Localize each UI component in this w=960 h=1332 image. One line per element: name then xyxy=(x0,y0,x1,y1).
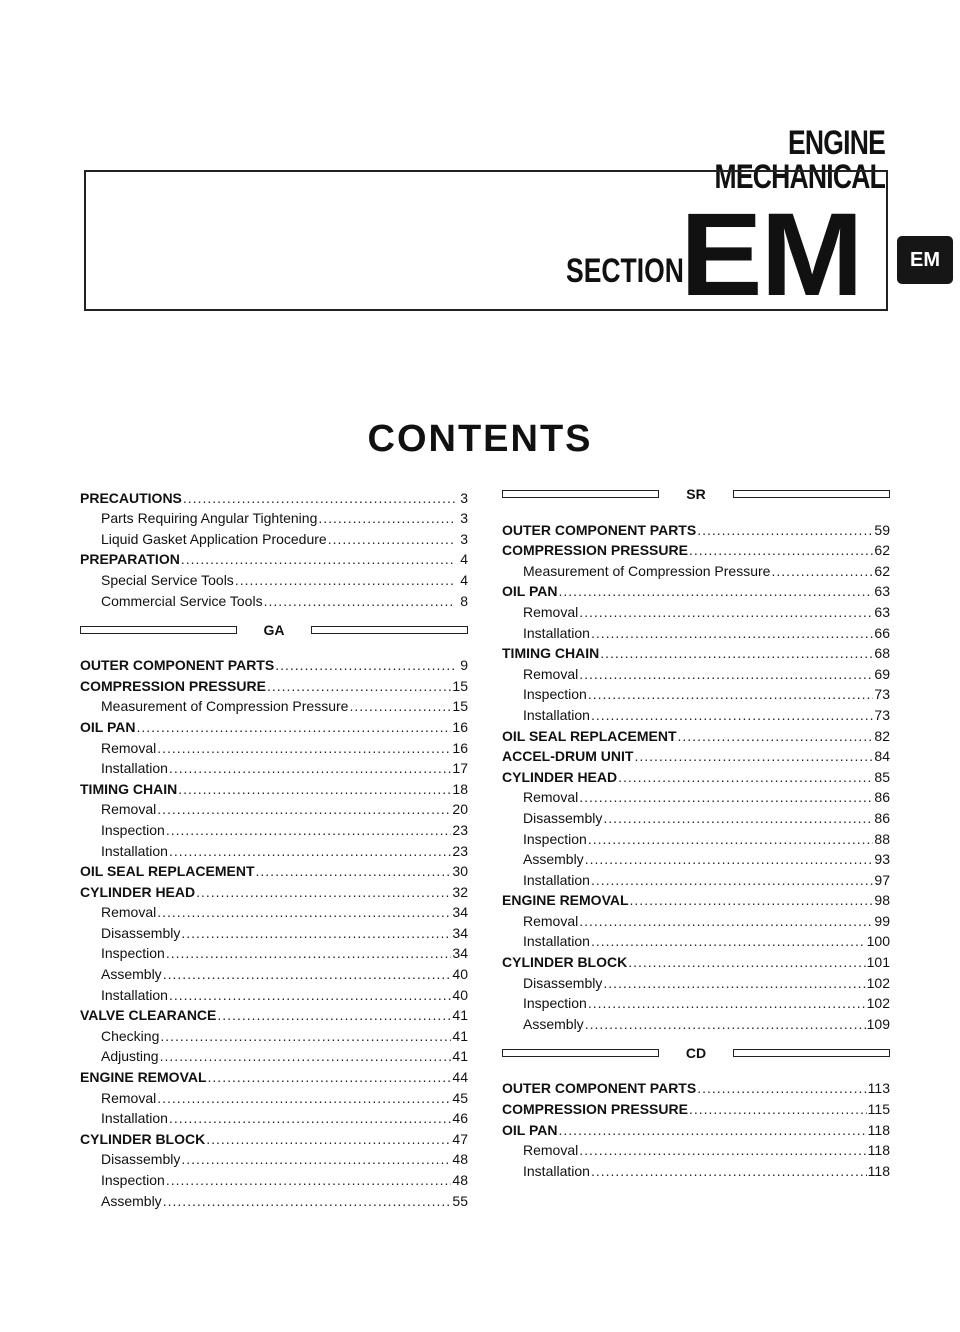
toc-entry-label: Removal xyxy=(523,603,579,620)
toc-entry-label: OIL PAN xyxy=(502,583,558,600)
toc-entry[interactable] xyxy=(80,1022,468,1043)
toc-entry-page: 109 xyxy=(866,1015,890,1032)
toc-entry[interactable] xyxy=(502,907,890,928)
toc-cd-list xyxy=(502,1075,890,1178)
toc-entry[interactable] xyxy=(502,804,890,825)
dot-leader xyxy=(178,782,451,796)
toc-entry[interactable] xyxy=(80,775,468,796)
toc-entry-page: 3 xyxy=(460,489,468,506)
dot-leader xyxy=(196,885,451,899)
toc-entry-label: Removal xyxy=(523,665,579,682)
toc-entry[interactable] xyxy=(80,652,468,673)
toc-entry[interactable] xyxy=(502,598,890,619)
toc-entry[interactable] xyxy=(80,734,468,755)
dot-leader xyxy=(181,552,455,566)
toc-entry[interactable] xyxy=(80,546,468,567)
toc-entry[interactable] xyxy=(80,816,468,837)
toc-entry-page: 102 xyxy=(866,974,890,991)
toc-entry-label: Installation xyxy=(101,1110,168,1127)
toc-entry-label: Inspection xyxy=(101,1172,165,1188)
toc-entry-page: 98 xyxy=(874,892,890,909)
toc-entry-page: 15 xyxy=(452,677,468,694)
toc-left-column xyxy=(80,484,468,1208)
toc-entry[interactable] xyxy=(80,919,468,940)
toc-entry-page: 17 xyxy=(452,760,468,777)
toc-entry-label: OUTER COMPONENT PARTS xyxy=(80,657,275,674)
toc-entry-label: CYLINDER HEAD xyxy=(502,768,618,785)
toc-entry-page: 97 xyxy=(874,871,890,888)
toc-entry[interactable] xyxy=(80,672,468,693)
section-word: SECTION xyxy=(566,252,684,290)
toc-entry-label: OUTER COMPONENT PARTS xyxy=(502,1080,697,1097)
toc-entry-page: 16 xyxy=(452,718,468,735)
dot-leader xyxy=(169,988,451,1002)
toc-entry[interactable] xyxy=(80,755,468,776)
toc-entry-page: 41 xyxy=(452,1007,468,1024)
dot-leader xyxy=(163,1194,452,1208)
toc-entry[interactable] xyxy=(80,1002,468,1023)
dot-leader xyxy=(588,832,874,846)
dot-leader xyxy=(618,770,873,784)
dot-leader xyxy=(160,1029,451,1043)
toc-entry-label: TIMING CHAIN xyxy=(80,780,178,797)
dot-leader xyxy=(349,699,451,713)
toc-entry[interactable] xyxy=(80,587,468,608)
toc-entry[interactable] xyxy=(80,1063,468,1084)
divider-bar xyxy=(733,490,890,498)
toc-entry[interactable] xyxy=(502,846,890,867)
toc-entry-page: 63 xyxy=(874,603,890,620)
toc-entry-label: ACCEL-DRUM UNIT xyxy=(502,748,634,765)
dot-leader xyxy=(591,1164,867,1178)
dot-leader xyxy=(166,1173,452,1187)
dot-leader xyxy=(318,511,455,525)
dot-leader xyxy=(328,532,455,546)
toc-entry-page: 44 xyxy=(452,1069,468,1086)
dot-leader xyxy=(267,679,451,693)
contents-title: CONTENTS xyxy=(367,418,593,460)
toc-entry-label: Assembly xyxy=(101,966,162,983)
divider-bar xyxy=(502,490,659,498)
toc-entry-page: 48 xyxy=(452,1151,468,1168)
toc-entry[interactable] xyxy=(502,619,890,640)
toc-entry-page: 3 xyxy=(460,510,468,527)
manual-title: ENGINE MECHANICAL xyxy=(714,124,885,196)
toc-entry-label: Inspection xyxy=(101,821,165,838)
toc-entry-page: 40 xyxy=(452,986,468,1003)
dot-leader xyxy=(181,926,451,940)
toc-entry-label: Adjusting xyxy=(101,1048,159,1065)
toc-entry-page: 84 xyxy=(874,748,890,765)
dot-leader xyxy=(630,893,874,907)
toc-entry-label: Removal xyxy=(101,739,157,756)
toc-entry-page: 86 xyxy=(874,809,890,826)
dot-leader xyxy=(169,844,451,858)
divider-bar xyxy=(502,1049,659,1057)
toc-entry-label: Assembly xyxy=(101,1192,162,1209)
dot-leader xyxy=(579,914,873,928)
toc-entry[interactable] xyxy=(502,516,890,537)
toc-entry-page: 101 xyxy=(866,954,890,971)
toc-ga-list xyxy=(80,652,468,1208)
divider-bar xyxy=(733,1049,890,1057)
toc-entry-label: Installation xyxy=(101,986,168,1003)
dot-leader xyxy=(579,790,873,804)
toc-entry-label: OIL SEAL REPLACEMENT xyxy=(80,863,255,880)
toc-entry-page: 118 xyxy=(867,1142,890,1159)
toc-entry-page: 63 xyxy=(874,583,890,600)
toc-entry-page: 47 xyxy=(452,1130,468,1147)
dot-leader xyxy=(591,934,866,948)
toc-entry-label: Inspection xyxy=(523,995,587,1012)
toc-entry-page: 115 xyxy=(867,1101,890,1118)
toc-entry-page: 48 xyxy=(452,1172,468,1188)
dot-leader xyxy=(559,1123,867,1137)
dot-leader xyxy=(588,996,866,1010)
engine-code-label: GA xyxy=(263,621,285,638)
toc-entry-label: PRECAUTIONS xyxy=(80,489,182,506)
toc-entry[interactable] xyxy=(502,701,890,722)
dot-leader xyxy=(588,687,874,701)
toc-entry-label: ENGINE REMOVAL xyxy=(80,1069,207,1086)
dot-leader xyxy=(585,1017,866,1031)
toc-entry[interactable] xyxy=(80,505,468,526)
toc-entry[interactable] xyxy=(502,640,890,661)
dot-leader xyxy=(600,646,873,660)
toc-entry[interactable] xyxy=(80,566,468,587)
dot-leader xyxy=(163,967,452,981)
toc-entry[interactable] xyxy=(80,858,468,879)
engine-section-divider xyxy=(80,620,468,640)
toc-entry-page: 41 xyxy=(452,1027,468,1044)
toc-entry-label: ENGINE REMOVAL xyxy=(502,892,629,909)
toc-entry-page: 23 xyxy=(452,821,468,838)
toc-entry-label: Inspection xyxy=(523,830,587,847)
toc-entry-page: 118 xyxy=(867,1121,890,1138)
divider-bar xyxy=(311,626,468,634)
dot-leader xyxy=(678,729,874,743)
toc-entry[interactable] xyxy=(80,940,468,961)
dot-leader xyxy=(166,946,452,960)
toc-entry-label: COMPRESSION PRESSURE xyxy=(80,677,266,694)
toc-entry-label: Disassembly xyxy=(523,809,603,826)
toc-entry[interactable] xyxy=(80,1125,468,1146)
section-code: EM xyxy=(680,189,862,321)
dot-leader xyxy=(264,594,455,608)
toc-entry[interactable] xyxy=(502,1116,890,1137)
dot-leader xyxy=(157,741,451,755)
toc-entry-page: 113 xyxy=(867,1080,890,1097)
toc-entry-page: 4 xyxy=(460,551,468,568)
dot-leader xyxy=(697,523,873,537)
dot-leader xyxy=(183,491,455,505)
dot-leader xyxy=(235,573,455,587)
toc-entry[interactable] xyxy=(502,1010,890,1031)
toc-entry-label: CYLINDER BLOCK xyxy=(80,1130,206,1147)
toc-entry-page: 99 xyxy=(874,912,890,929)
toc-entry-page: 34 xyxy=(452,945,468,962)
toc-entry-label: Removal xyxy=(101,1089,157,1106)
toc-entry-page: 23 xyxy=(452,842,468,859)
toc-entry-label: COMPRESSION PRESSURE xyxy=(502,542,688,559)
toc-entry-page: 73 xyxy=(874,706,890,723)
toc-entry[interactable] xyxy=(502,1157,890,1178)
toc-entry[interactable] xyxy=(80,1146,468,1167)
dot-leader xyxy=(591,708,873,722)
engine-code-label: CD xyxy=(685,1044,707,1061)
toc-entry-label: OIL SEAL REPLACEMENT xyxy=(502,727,677,744)
toc-entry-page: 16 xyxy=(452,739,468,756)
toc-entry-label: Removal xyxy=(523,789,579,806)
divider-bar xyxy=(80,626,237,634)
toc-entry-page: 3 xyxy=(460,530,468,547)
toc-entry[interactable] xyxy=(502,928,890,949)
toc-entry[interactable] xyxy=(502,763,890,784)
dot-leader xyxy=(634,749,873,763)
toc-entry-label: OIL PAN xyxy=(502,1121,558,1138)
toc-entry-page: 4 xyxy=(460,571,468,588)
dot-leader xyxy=(169,761,451,775)
toc-entry-page: 20 xyxy=(452,801,468,818)
toc-entry-page: 8 xyxy=(460,592,468,609)
toc-entry-label: Inspection xyxy=(523,686,587,703)
toc-entry-page: 82 xyxy=(874,727,890,744)
dot-leader xyxy=(137,720,452,734)
toc-entry[interactable] xyxy=(80,484,468,505)
toc-entry[interactable] xyxy=(502,660,890,681)
toc-entry-label: Removal xyxy=(523,912,579,929)
toc-entry-label: Installation xyxy=(523,706,590,723)
toc-entry-label: VALVE CLEARANCE xyxy=(80,1007,217,1024)
toc-sr-list xyxy=(502,516,890,1031)
toc-entry[interactable] xyxy=(502,887,890,908)
dot-leader xyxy=(256,864,452,878)
toc-entry[interactable] xyxy=(502,722,890,743)
toc-entry[interactable] xyxy=(502,1137,890,1158)
toc-entry-label: Installation xyxy=(523,871,590,888)
toc-entry-page: 86 xyxy=(874,789,890,806)
toc-entry-page: 93 xyxy=(874,851,890,868)
engine-section-divider xyxy=(502,1043,890,1063)
toc-entry-page: 69 xyxy=(874,665,890,682)
toc-entry-page: 34 xyxy=(452,904,468,921)
dot-leader xyxy=(689,543,873,557)
dot-leader xyxy=(217,1008,451,1022)
toc-entry[interactable] xyxy=(80,1105,468,1126)
toc-entry-page: 32 xyxy=(452,883,468,900)
toc-entry-label: Measurement of Compression Pressure xyxy=(523,562,771,579)
dot-leader xyxy=(603,811,873,825)
toc-entry-label: Disassembly xyxy=(101,924,181,941)
dot-leader xyxy=(591,873,873,887)
dot-leader xyxy=(157,905,451,919)
engine-section-divider xyxy=(502,484,890,504)
toc-entry-page: 46 xyxy=(452,1110,468,1127)
dot-leader xyxy=(603,976,865,990)
dot-leader xyxy=(697,1081,866,1095)
toc-entry-label: Removal xyxy=(101,801,157,818)
toc-entry-label: CYLINDER HEAD xyxy=(80,883,196,900)
toc-entry-page: 18 xyxy=(452,780,468,797)
toc-entry-label: Measurement of Compression Pressure xyxy=(101,698,349,715)
section-side-tab[interactable]: EM xyxy=(897,236,953,284)
toc-entry-page: 40 xyxy=(452,966,468,983)
toc-entry-label: COMPRESSION PRESSURE xyxy=(502,1101,688,1118)
toc-entry-label: Commercial Service Tools xyxy=(101,592,263,609)
dot-leader xyxy=(275,658,455,672)
toc-entry-label: Installation xyxy=(101,842,168,859)
toc-entry-page: 15 xyxy=(452,698,468,715)
dot-leader xyxy=(157,1091,451,1105)
toc-entry[interactable] xyxy=(80,837,468,858)
dot-leader xyxy=(585,852,874,866)
toc-entry-label: Assembly xyxy=(523,1015,584,1032)
dot-leader xyxy=(166,823,452,837)
toc-entry-label: PREPARATION xyxy=(80,551,180,568)
toc-entry-label: Installation xyxy=(523,933,590,950)
dot-leader xyxy=(206,1132,451,1146)
toc-entry-page: 102 xyxy=(866,995,890,1012)
toc-entry-page: 100 xyxy=(866,933,890,950)
toc-entry[interactable] xyxy=(80,878,468,899)
dot-leader xyxy=(579,667,873,681)
toc-entry-label: OUTER COMPONENT PARTS xyxy=(502,521,697,538)
toc-entry-page: 59 xyxy=(874,521,890,538)
toc-entry-label: CYLINDER BLOCK xyxy=(502,954,628,971)
toc-entry[interactable] xyxy=(80,1187,468,1208)
toc-entry-page: 68 xyxy=(874,645,890,662)
toc-entry[interactable] xyxy=(502,557,890,578)
toc-entry[interactable] xyxy=(502,743,890,764)
toc-entry-label: Checking xyxy=(101,1027,160,1044)
toc-entry-label: Assembly xyxy=(523,851,584,868)
toc-entry[interactable] xyxy=(502,948,890,969)
toc-entry[interactable] xyxy=(80,981,468,1002)
dot-leader xyxy=(208,1070,452,1084)
toc-right-column xyxy=(502,484,890,1178)
toc-entry-page: 73 xyxy=(874,686,890,703)
dot-leader xyxy=(771,564,873,578)
toc-entry[interactable] xyxy=(80,1084,468,1105)
toc-entry-page: 30 xyxy=(452,863,468,880)
toc-entry[interactable] xyxy=(80,796,468,817)
dot-leader xyxy=(157,802,451,816)
dot-leader xyxy=(591,626,873,640)
toc-entry-page: 62 xyxy=(874,542,890,559)
toc-entry[interactable] xyxy=(80,899,468,920)
dot-leader xyxy=(160,1049,452,1063)
dot-leader xyxy=(559,584,874,598)
toc-entry-page: 66 xyxy=(874,624,890,641)
toc-entry-page: 41 xyxy=(452,1048,468,1065)
toc-entry[interactable] xyxy=(502,578,890,599)
dot-leader xyxy=(579,1143,866,1157)
toc-entry-page: 118 xyxy=(867,1162,890,1179)
toc-entry-label: Installation xyxy=(523,1162,590,1179)
toc-entry[interactable] xyxy=(80,1166,468,1187)
toc-entry-page: 34 xyxy=(452,924,468,941)
toc-entry-label: TIMING CHAIN xyxy=(502,645,600,662)
toc-entry[interactable] xyxy=(502,969,890,990)
toc-entry-page: 45 xyxy=(452,1089,468,1106)
dot-leader xyxy=(579,605,873,619)
toc-entry[interactable] xyxy=(502,681,890,702)
toc-entry[interactable] xyxy=(80,1043,468,1064)
toc-entry-label: Disassembly xyxy=(523,974,603,991)
dot-leader xyxy=(169,1111,451,1125)
dot-leader xyxy=(181,1152,451,1166)
toc-entry-label: OIL PAN xyxy=(80,718,136,735)
dot-leader xyxy=(628,955,865,969)
toc-entry-label: Disassembly xyxy=(101,1151,181,1168)
dot-leader xyxy=(689,1102,867,1116)
engine-code-label: SR xyxy=(686,486,706,502)
toc-entry-page: 62 xyxy=(874,562,890,579)
toc-entry-label: Special Service Tools xyxy=(101,571,234,588)
toc-entry[interactable] xyxy=(80,713,468,734)
toc-entry[interactable] xyxy=(502,784,890,805)
toc-entry-label: Inspection xyxy=(101,945,165,962)
toc-entry[interactable] xyxy=(502,1095,890,1116)
toc-entry-label: Installation xyxy=(523,624,590,641)
toc-entry[interactable] xyxy=(80,960,468,981)
toc-entry-label: Installation xyxy=(101,760,168,777)
toc-entry-page: 9 xyxy=(460,657,468,674)
toc-entry-label: Parts Requiring Angular Tightening xyxy=(101,510,318,527)
toc-entry[interactable] xyxy=(502,866,890,887)
toc-entry[interactable] xyxy=(502,990,890,1011)
toc-entry[interactable] xyxy=(502,825,890,846)
toc-entry-label: Liquid Gasket Application Procedure xyxy=(101,530,327,547)
toc-entry-page: 85 xyxy=(874,768,890,785)
toc-entry-label: Removal xyxy=(523,1142,579,1159)
toc-entry-label: Removal xyxy=(101,904,157,921)
toc-entry[interactable] xyxy=(80,693,468,714)
toc-entry-page: 55 xyxy=(452,1192,468,1209)
toc-entry[interactable] xyxy=(80,525,468,546)
toc-entry[interactable] xyxy=(502,537,890,558)
toc-entry[interactable] xyxy=(502,1075,890,1096)
toc-entry-page: 88 xyxy=(874,830,890,847)
toc-intro-list xyxy=(80,484,468,608)
